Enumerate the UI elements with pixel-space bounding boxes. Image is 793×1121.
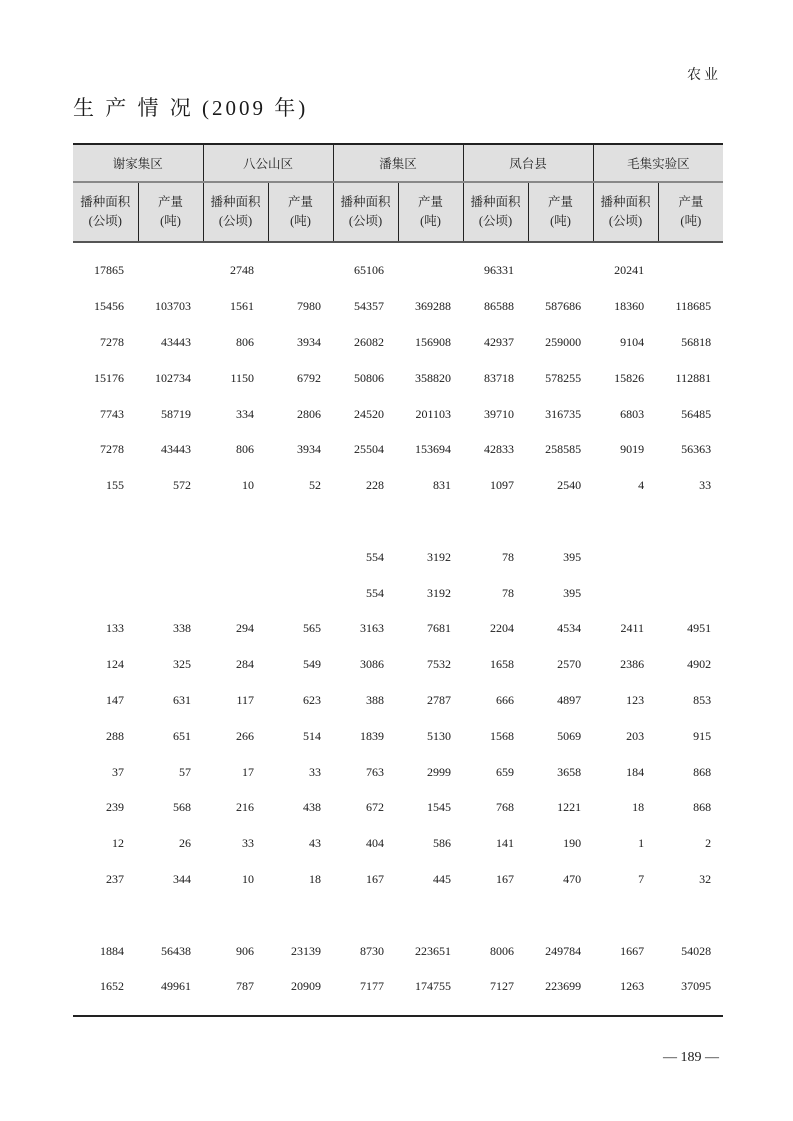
area-cell: 141: [496, 836, 515, 851]
production-cell: 102734: [155, 370, 192, 385]
area-cell: 294: [236, 621, 255, 636]
production-cell: 868: [693, 764, 712, 779]
production-cell: 369288: [415, 299, 452, 314]
production-cell: 358820: [415, 370, 452, 385]
production-cell: 258585: [545, 442, 582, 457]
area-cell: 86588: [484, 299, 515, 314]
production-table: [73, 143, 723, 1005]
area-header-label: 播种面积: [600, 195, 651, 209]
production-cell: 565: [303, 621, 322, 636]
area-cell: 33: [242, 836, 255, 851]
production-cell: 223699: [545, 979, 582, 994]
production-cell: 2570: [557, 657, 582, 672]
area-cell: 3086: [360, 657, 385, 672]
production-cell: 445: [433, 871, 452, 886]
production-cell: 853: [693, 692, 712, 707]
production-cell: 32: [699, 871, 712, 886]
production-cell: 23139: [291, 943, 322, 958]
table-body: [73, 242, 723, 1005]
area-cell: 239: [106, 800, 124, 815]
production-cell: 26: [179, 836, 192, 851]
production-cell: 2999: [427, 764, 452, 779]
production-header-label: 产量: [158, 195, 184, 209]
production-cell: [658, 242, 723, 289]
production-cell: [658, 504, 723, 540]
production-cell: 58719: [161, 406, 192, 421]
area-cell: 123: [626, 692, 645, 707]
production-cell: [268, 575, 333, 611]
production-cell: 43443: [161, 442, 192, 457]
area-cell: 1667: [620, 943, 645, 958]
area-cell: 10: [242, 478, 255, 493]
area-header-unit: (公顷): [218, 214, 253, 228]
area-cell: 8730: [360, 943, 385, 958]
production-cell: [658, 575, 723, 611]
production-header-unit: (吨): [290, 214, 311, 228]
production-cell: [138, 575, 203, 611]
production-cell: [658, 539, 723, 575]
area-cell: [203, 539, 268, 575]
production-cell: [528, 242, 593, 289]
area-cell: 18: [632, 800, 645, 815]
production-cell: 549: [303, 657, 322, 672]
area-cell: 9019: [620, 442, 645, 457]
production-header-label: 产量: [678, 195, 704, 209]
production-cell: 223651: [415, 943, 452, 958]
production-cell: 395: [563, 549, 582, 564]
area-cell: [333, 897, 398, 933]
production-header-label: 产量: [548, 195, 574, 209]
area-cell: [463, 504, 528, 540]
table-row: [73, 539, 723, 575]
production-cell: [138, 897, 203, 933]
production-cell: 338: [173, 621, 192, 636]
area-cell: 42833: [484, 442, 515, 457]
area-cell: 2748: [230, 263, 255, 278]
area-cell: 1097: [490, 478, 515, 493]
production-cell: 56438: [161, 943, 192, 958]
production-cell: 153694: [415, 442, 452, 457]
production-cell: 4897: [557, 692, 582, 707]
production-cell: 7980: [297, 299, 322, 314]
production-cell: [268, 539, 333, 575]
production-cell: 103703: [155, 299, 192, 314]
area-header: [73, 182, 138, 242]
production-cell: 57: [179, 764, 192, 779]
table-row: [73, 718, 723, 754]
table-row: [73, 396, 723, 432]
area-cell: 1263: [620, 979, 645, 994]
area-cell: 65106: [354, 263, 385, 278]
production-cell: [658, 897, 723, 933]
production-cell: 6792: [297, 370, 322, 385]
production-header: [398, 182, 463, 242]
area-cell: 7278: [100, 334, 124, 349]
area-cell: 284: [236, 657, 255, 672]
area-cell: 672: [366, 800, 385, 815]
area-cell: [593, 504, 658, 540]
production-cell: 586: [433, 836, 452, 851]
area-cell: [333, 504, 398, 540]
production-header-unit: (吨): [680, 214, 702, 228]
page-title: 生 产 情 况 (2009 年): [73, 96, 309, 120]
production-cell: 915: [693, 728, 712, 743]
table-row: [73, 969, 723, 1005]
area-header: [593, 182, 658, 242]
area-cell: 7743: [100, 406, 124, 421]
area-cell: 50806: [354, 370, 385, 385]
production-cell: 33: [699, 478, 712, 493]
area-cell: 167: [366, 871, 385, 886]
area-cell: 78: [502, 585, 515, 600]
production-cell: 118685: [675, 299, 712, 314]
area-cell: 216: [236, 800, 255, 815]
production-header: [138, 182, 203, 242]
area-cell: 37: [112, 764, 124, 779]
production-cell: [398, 897, 463, 933]
region-header: 八公山区: [203, 144, 333, 182]
production-cell: 7532: [427, 657, 452, 672]
region-header: 潘集区: [333, 144, 463, 182]
area-cell: [203, 897, 268, 933]
production-header-unit: (吨): [160, 214, 181, 228]
table-row: [73, 790, 723, 826]
area-cell: 404: [366, 836, 385, 851]
table-row: [73, 289, 723, 325]
area-header-unit: (公顷): [478, 214, 513, 228]
production-cell: [268, 504, 333, 540]
table-row: [73, 611, 723, 647]
area-cell: 15456: [94, 299, 124, 314]
production-cell: [398, 504, 463, 540]
area-cell: 117: [236, 692, 255, 707]
area-cell: 1150: [230, 370, 255, 385]
area-cell: 1658: [490, 657, 515, 672]
area-cell: 54357: [354, 299, 385, 314]
production-cell: 37095: [681, 979, 712, 994]
production-cell: 831: [433, 478, 452, 493]
area-cell: [203, 575, 268, 611]
table-row: [73, 504, 723, 540]
area-cell: 147: [106, 692, 124, 707]
area-cell: 2386: [620, 657, 645, 672]
table-row: [73, 432, 723, 468]
production-cell: 49961: [161, 979, 192, 994]
area-cell: 3163: [360, 621, 385, 636]
production-cell: [138, 539, 203, 575]
production-cell: 2806: [297, 406, 322, 421]
production-cell: 4534: [557, 621, 582, 636]
area-header: [203, 182, 268, 242]
area-cell: 7177: [360, 979, 385, 994]
production-cell: 2540: [557, 478, 582, 493]
production-cell: 1221: [557, 800, 582, 815]
production-cell: 344: [173, 871, 192, 886]
area-cell: 659: [496, 764, 515, 779]
area-cell: 288: [106, 728, 124, 743]
table-row: [73, 933, 723, 969]
production-cell: 249784: [545, 943, 582, 958]
production-table-container: [73, 143, 723, 1005]
production-cell: 7681: [427, 621, 452, 636]
area-cell: 554: [366, 549, 385, 564]
area-cell: 763: [366, 764, 385, 779]
production-cell: 316735: [545, 406, 582, 421]
area-header-unit: (公顷): [88, 214, 122, 228]
area-cell: [73, 504, 138, 540]
area-cell: 2411: [620, 621, 645, 636]
production-header-unit: (吨): [420, 214, 441, 228]
area-cell: 24520: [354, 406, 385, 421]
production-cell: 587686: [545, 299, 582, 314]
area-cell: 7: [638, 871, 645, 886]
area-cell: 228: [366, 478, 385, 493]
production-header-label: 产量: [418, 195, 444, 209]
production-cell: 5069: [557, 728, 582, 743]
table-row: [73, 242, 723, 289]
production-cell: 18: [309, 871, 322, 886]
production-cell: [268, 897, 333, 933]
area-cell: 12: [112, 836, 124, 851]
section-label: 农业: [687, 68, 721, 83]
production-cell: [138, 242, 203, 289]
area-cell: 787: [236, 979, 255, 994]
production-cell: 56485: [681, 406, 712, 421]
area-header-unit: (公顷): [608, 214, 643, 228]
area-cell: 155: [106, 478, 124, 493]
area-cell: 167: [496, 871, 515, 886]
production-cell: 2: [705, 836, 712, 851]
production-cell: 3934: [297, 334, 322, 349]
area-cell: [73, 575, 138, 611]
area-cell: 42937: [484, 334, 515, 349]
production-cell: 56363: [681, 442, 712, 457]
production-cell: 52: [309, 478, 322, 493]
production-cell: [138, 504, 203, 540]
production-cell: 156908: [415, 334, 452, 349]
area-cell: 1839: [360, 728, 385, 743]
area-cell: 6803: [620, 406, 645, 421]
production-cell: 572: [173, 478, 192, 493]
production-cell: 631: [173, 692, 192, 707]
table-row: [73, 468, 723, 504]
production-cell: 3192: [427, 585, 452, 600]
area-cell: [203, 504, 268, 540]
production-header: [658, 182, 723, 242]
table-row: [73, 575, 723, 611]
area-cell: 806: [236, 334, 255, 349]
area-cell: 8006: [490, 943, 515, 958]
area-cell: 15176: [94, 370, 124, 385]
production-cell: [398, 242, 463, 289]
area-cell: [73, 539, 138, 575]
area-cell: 25504: [354, 442, 385, 457]
area-header-label: 播种面积: [80, 195, 131, 209]
area-cell: 806: [236, 442, 255, 457]
production-cell: 514: [303, 728, 322, 743]
area-cell: 83718: [484, 370, 515, 385]
production-cell: 56818: [681, 334, 712, 349]
area-cell: 768: [496, 800, 515, 815]
production-cell: 33: [309, 764, 322, 779]
area-cell: 39710: [484, 406, 515, 421]
production-cell: 651: [173, 728, 192, 743]
production-cell: [528, 504, 593, 540]
area-cell: 1561: [230, 299, 255, 314]
area-cell: [73, 897, 138, 933]
production-cell: 325: [173, 657, 192, 672]
production-header: [528, 182, 593, 242]
table-row: [73, 683, 723, 719]
area-cell: 1884: [100, 943, 124, 958]
region-header: 凤台县: [463, 144, 593, 182]
area-cell: 7127: [490, 979, 515, 994]
area-cell: 20241: [614, 263, 645, 278]
area-cell: 7278: [100, 442, 124, 457]
area-cell: [593, 539, 658, 575]
measure-header-row: [73, 182, 723, 242]
area-cell: 15826: [614, 370, 645, 385]
area-cell: 96331: [484, 263, 515, 278]
production-cell: 20909: [291, 979, 322, 994]
production-cell: 4951: [687, 621, 712, 636]
area-cell: 388: [366, 692, 385, 707]
area-header-label: 播种面积: [470, 195, 521, 209]
production-cell: 190: [563, 836, 582, 851]
production-cell: 43: [309, 836, 322, 851]
area-cell: 203: [626, 728, 645, 743]
table-row: [73, 826, 723, 862]
area-cell: [593, 575, 658, 611]
area-cell: 1: [638, 836, 645, 851]
area-cell: 554: [366, 585, 385, 600]
production-cell: 623: [303, 692, 322, 707]
production-cell: 54028: [681, 943, 712, 958]
production-cell: 259000: [545, 334, 582, 349]
production-cell: 112881: [675, 370, 712, 385]
region-header-row: [73, 144, 723, 182]
table-row: [73, 325, 723, 361]
production-cell: 3658: [557, 764, 582, 779]
area-cell: 666: [496, 692, 515, 707]
production-cell: 395: [563, 585, 582, 600]
area-cell: 18360: [614, 299, 645, 314]
table-row: [73, 360, 723, 396]
production-cell: 470: [563, 871, 582, 886]
table-row: [73, 754, 723, 790]
table-row: [73, 862, 723, 898]
production-header: [268, 182, 333, 242]
production-header-label: 产量: [288, 195, 314, 209]
production-cell: 568: [173, 800, 192, 815]
production-cell: 3934: [297, 442, 322, 457]
production-cell: 438: [303, 800, 322, 815]
area-cell: 1652: [100, 979, 124, 994]
production-cell: 578255: [545, 370, 582, 385]
area-cell: 906: [236, 943, 255, 958]
area-cell: 124: [106, 657, 124, 672]
area-cell: 266: [236, 728, 255, 743]
area-cell: 26082: [354, 334, 385, 349]
production-cell: 174755: [415, 979, 452, 994]
production-cell: 5130: [427, 728, 452, 743]
area-cell: 1568: [490, 728, 515, 743]
area-cell: 10: [242, 871, 255, 886]
area-cell: 184: [626, 764, 645, 779]
area-cell: 334: [236, 406, 255, 421]
production-cell: 201103: [415, 406, 452, 421]
area-cell: 133: [106, 621, 124, 636]
area-header: [333, 182, 398, 242]
production-cell: 868: [693, 800, 712, 815]
table-bottom-rule: [73, 1015, 723, 1017]
area-cell: 2204: [490, 621, 515, 636]
region-header: 谢家集区: [73, 144, 203, 182]
area-header-unit: (公顷): [348, 214, 383, 228]
area-header-label: 播种面积: [340, 195, 391, 209]
area-cell: 9104: [620, 334, 645, 349]
area-cell: 237: [106, 871, 124, 886]
area-cell: 4: [638, 478, 645, 493]
region-header: 毛集实验区: [593, 144, 723, 182]
production-cell: [268, 242, 333, 289]
page-number: — 189 —: [663, 1050, 719, 1065]
production-cell: [528, 897, 593, 933]
production-cell: 43443: [161, 334, 192, 349]
area-cell: 17865: [94, 263, 124, 278]
production-header-unit: (吨): [550, 214, 571, 228]
area-header: [463, 182, 528, 242]
table-row: [73, 647, 723, 683]
production-cell: 1545: [427, 800, 452, 815]
area-cell: [463, 897, 528, 933]
area-cell: 17: [242, 764, 255, 779]
area-header-label: 播种面积: [210, 195, 261, 209]
table-row: [73, 897, 723, 933]
production-cell: 2787: [427, 692, 452, 707]
production-cell: 3192: [427, 549, 452, 564]
production-cell: 4902: [687, 657, 712, 672]
area-cell: 78: [502, 549, 515, 564]
area-cell: [593, 897, 658, 933]
